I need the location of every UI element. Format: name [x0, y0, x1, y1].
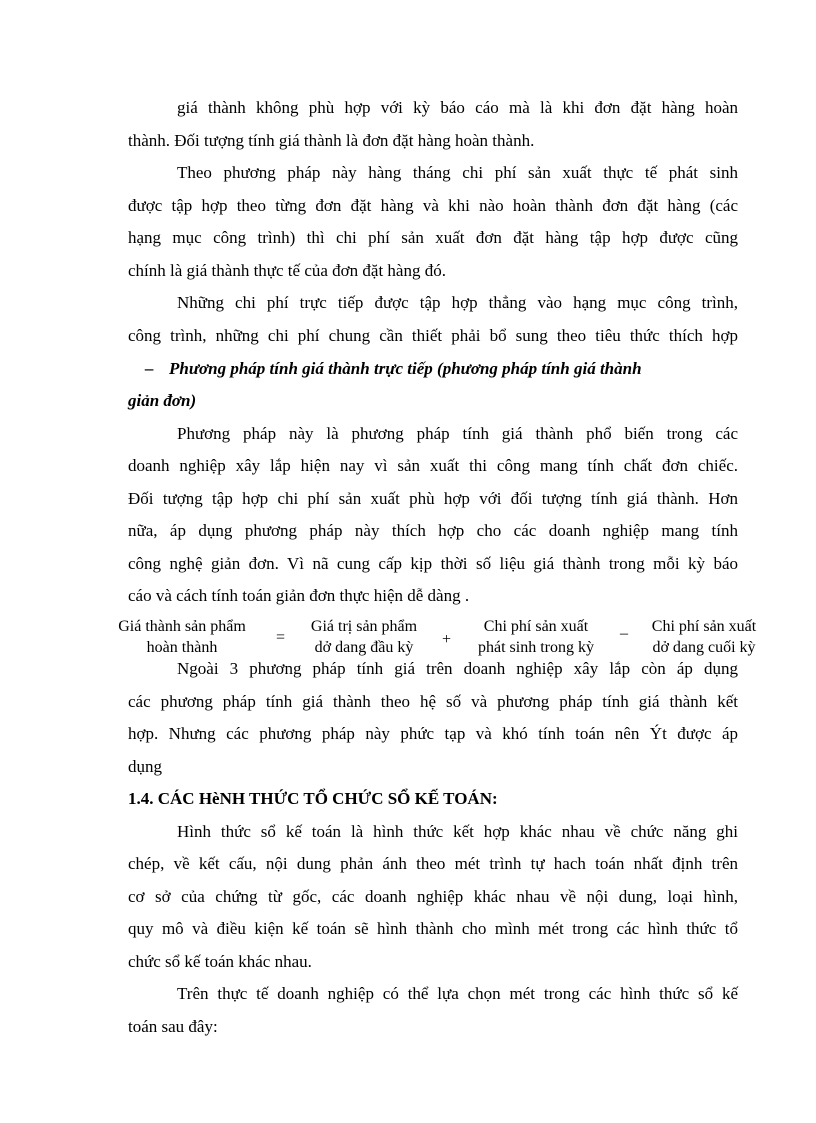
formula-equals-sign: =: [276, 629, 286, 646]
paragraph-5-line-3: hợp. Nhưng các phương pháp này phức tạp và khó tính toán nên Ýt được áp: [128, 724, 738, 743]
method-heading-line-2: giản đơn): [128, 391, 197, 410]
paragraph-6-line-5: chức sổ kế toán khác nhau.: [128, 952, 312, 971]
formula-minus-sign: –: [620, 625, 628, 642]
paragraph-4-line-4: nữa, áp dụng phương pháp này thích hợp cho các doanh nghiệp mang tính: [128, 521, 738, 540]
method-heading-line-1: Phương pháp tính giá thành trực tiếp (phương pháp tính giá thành: [169, 359, 642, 378]
paragraph-4-line-5: công nghệ giản đơn. Vì nã cung cấp kịp thời số liệu giá thành trong mỗi kỳ báo: [128, 554, 738, 573]
paragraph-2-line-3: hạng mục công trình) thì chi phí sản xuất đơn đặt hàng tập hợp được cũng: [128, 228, 738, 247]
paragraph-5-line-2: các phương pháp tính giá thành theo hệ số và phương pháp tính giá thành kết: [128, 692, 738, 711]
paragraph-4-line-6: cáo và cách tính toán giản đơn thực hiện dễ dàng .: [128, 586, 470, 605]
paragraph-4-line-1: Phương pháp này là phương pháp tính giá thành phổ biến trong các: [177, 424, 738, 443]
paragraph-5-line-1: Ngoài 3 phương pháp tính giá trên doanh nghiệp xây lắp còn áp dụng: [177, 659, 738, 678]
formula-term-3-line-1: Chi phí sản xuất: [483, 618, 589, 635]
formula-term-1-line-1: Giá thành sản phẩm: [118, 618, 246, 635]
paragraph-2-line-2: được tập hợp theo từng đơn đặt hàng và khi nào hoàn thành đơn đặt hàng (các: [128, 196, 738, 215]
paragraph-6-line-2: chép, về kết cấu, nội dung phản ánh theo mét trình tự hach toán nhất định trên: [128, 854, 738, 873]
paragraph-6-line-4: quy mô và điều kiện kế toán sẽ hình thành cho mình mét trong các hình thức tổ: [128, 919, 738, 938]
section-heading: 1.4. CÁC HèNH THỨC TỔ CHỨC SỔ KẾ TOÁN:: [128, 789, 498, 808]
formula-term-3-line-2: phát sinh trong kỳ: [478, 639, 594, 656]
paragraph-3-line-1: Những chi phí trực tiếp được tập hợp thẳng vào hạng mục công trình,: [177, 293, 738, 312]
formula-plus-sign: +: [442, 631, 452, 648]
paragraph-6-line-3: cơ sở của chứng từ gốc, các doanh nghiệp khác nhau về nội dung, loại hình,: [128, 887, 738, 906]
formula-term-1-line-2: hoàn thành: [146, 639, 218, 656]
paragraph-4-line-3: Đối tượng tập hợp chi phí sản xuất phù hợp với đối tượng tính giá thành. Hơn: [128, 489, 738, 508]
paragraph-1-line-2: thành. Đối tượng tính giá thành là đơn đặt hàng hoàn thành.: [128, 131, 535, 150]
formula-term-4-line-2: dở dang cuối kỳ: [652, 639, 756, 656]
paragraph-7-line-1: Trên thực tế doanh nghiệp có thể lựa chọn mét trong các hình thức sổ kế: [177, 984, 738, 1003]
formula-term-2-line-1: Giá trị sản phẩm: [310, 618, 418, 635]
paragraph-2-line-4: chính là giá thành thực tế của đơn đặt hàng đó.: [128, 261, 446, 280]
paragraph-5-line-4: dụng: [128, 757, 162, 776]
paragraph-7-line-2: toán sau đây:: [128, 1017, 218, 1036]
paragraph-6-line-1: Hình thức sổ kế toán là hình thức kết hợp khác nhau về chức năng ghi: [177, 822, 738, 841]
paragraph-3-line-2: công trình, những chi phí chung cần thiết phải bổ sung theo tiêu thức thích hợp: [128, 326, 738, 345]
paragraph-2-line-1: Theo phương pháp này hàng tháng chi phí sản xuất thực tế phát sinh: [177, 163, 738, 182]
formula-term-4-line-1: Chi phí sản xuất: [651, 618, 757, 635]
formula-term-2-line-2: dở dang đầu kỳ: [314, 639, 414, 656]
paragraph-4-line-2: doanh nghiệp xây lắp hiện nay vì sản xuất thi công mang tính chất đơn chiếc.: [128, 456, 738, 475]
paragraph-1-line-1: giá thành không phù hợp với kỳ báo cáo mà là khi đơn đặt hàng hoàn: [177, 98, 738, 117]
method-heading-dash: –: [145, 359, 154, 378]
